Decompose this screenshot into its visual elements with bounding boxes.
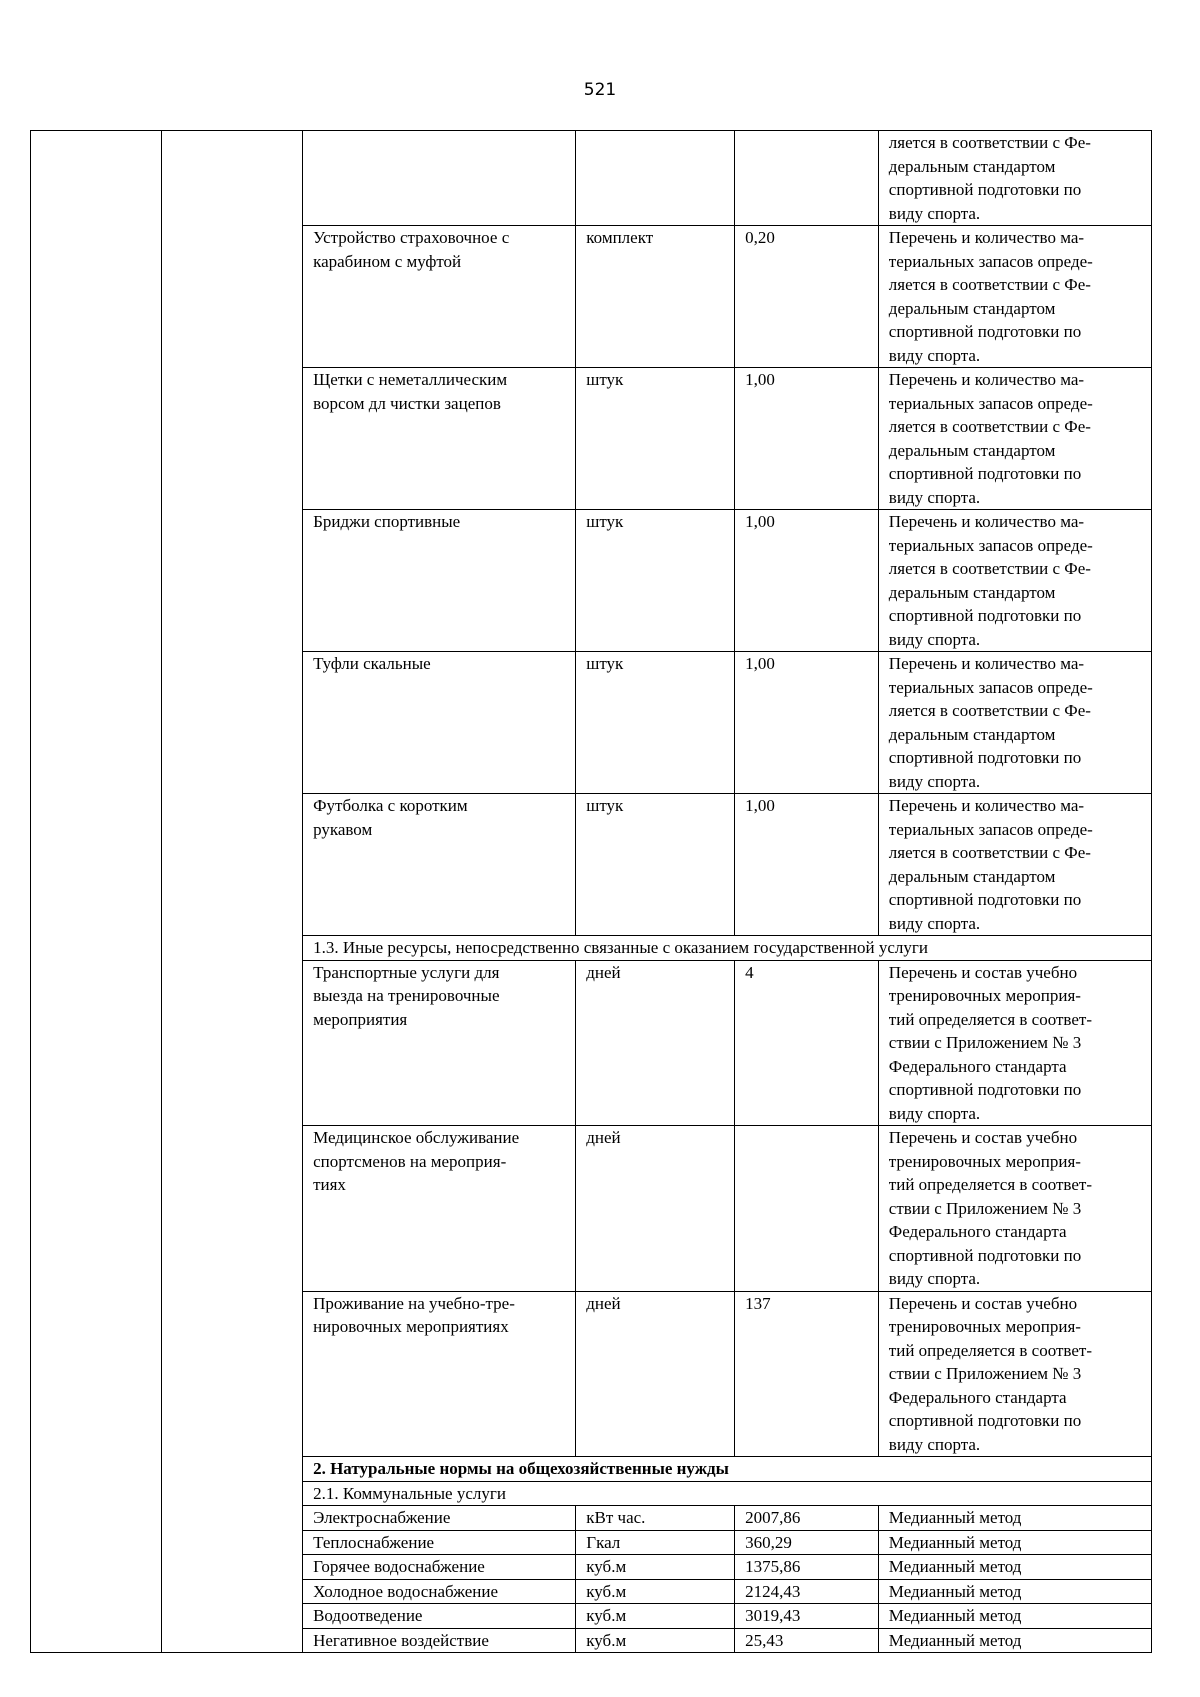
page-number: 521 — [583, 80, 617, 100]
cell-name: Устройство страховочное с карабином с муфтой — [303, 226, 576, 368]
cell-unit: кВт час. — [576, 1506, 735, 1531]
table-row — [31, 131, 1152, 226]
cell-note: Перечень и количество ма- териальных запасов опреде- ляется в соответствии с Фе- деральным стандартом спортивной подготовки по виду спорта. — [878, 652, 1151, 794]
cell-unit: куб.м — [576, 1579, 735, 1604]
cell-unit: штук — [576, 368, 735, 510]
cell-name: Щетки с неметаллическим ворсом дл чистки зацепов — [303, 368, 576, 510]
cell-value: 1,00 — [735, 510, 879, 652]
cell-value: 1,00 — [735, 368, 879, 510]
resources-table-body — [31, 131, 1152, 1653]
cell-name: Транспортные услуги для выезда на тренировочные мероприятия — [303, 960, 576, 1126]
resources-table — [30, 130, 1152, 1653]
cell-unit: дней — [576, 960, 735, 1126]
cell-note: Перечень и состав учебно тренировочных мероприя- тий определяется в соответ- ствии с Приложением № 3 Федерального стандарта спортивной подготовки по виду спорта. — [878, 960, 1151, 1126]
cell-note: Перечень и состав учебно тренировочных мероприя- тий определяется в соответ- ствии с Приложением № 3 Федерального стандарта спортивной подготовки по виду спорта. — [878, 1126, 1151, 1292]
cell-note: Медианный метод — [878, 1579, 1151, 1604]
cell-unit: комплект — [576, 226, 735, 368]
cell-unit — [576, 131, 735, 226]
cell-value: 25,43 — [735, 1628, 879, 1653]
cell-note: Перечень и состав учебно тренировочных мероприя- тий определяется в соответ- ствии с Приложением № 3 Федерального стандарта спортивной подготовки по виду спорта. — [878, 1291, 1151, 1457]
cell-note: Перечень и количество ма- териальных запасов опреде- ляется в соответствии с Фе- деральным стандартом спортивной подготовки по виду спорта. — [878, 368, 1151, 510]
cell-value: 360,29 — [735, 1530, 879, 1555]
cell-note: Перечень и количество ма- териальных запасов опреде- ляется в соответствии с Фе- деральным стандартом спортивной подготовки по виду спорта. — [878, 794, 1151, 936]
cell-name: Футболка с коротким рукавом — [303, 794, 576, 936]
cell-note: Медианный метод — [878, 1530, 1151, 1555]
cell-unit: куб.м — [576, 1604, 735, 1629]
cell-value: 2007,86 — [735, 1506, 879, 1531]
cell-value: 1375,86 — [735, 1555, 879, 1580]
cell-note: Медианный метод — [878, 1506, 1151, 1531]
cell-unit: дней — [576, 1126, 735, 1292]
cell-note: Перечень и количество ма- териальных запасов опреде- ляется в соответствии с Фе- деральным стандартом спортивной подготовки по виду спорта. — [878, 226, 1151, 368]
cell-name: Электроснабжение — [303, 1506, 576, 1531]
cell-value — [735, 1126, 879, 1292]
cell-unit: Гкал — [576, 1530, 735, 1555]
cell-unit: куб.м — [576, 1555, 735, 1580]
cell-name: Проживание на учебно-тре- нировочных мероприятиях — [303, 1291, 576, 1457]
cell-note: Медианный метод — [878, 1628, 1151, 1653]
cell-unit: штук — [576, 510, 735, 652]
cell-value: 137 — [735, 1291, 879, 1457]
section-2-heading: 2. Натуральные нормы на общехозяйственные нужды — [303, 1457, 1152, 1482]
cell-name: Медицинское обслуживание спортсменов на мероприя- тиях — [303, 1126, 576, 1292]
cell-value: 0,20 — [735, 226, 879, 368]
cell-note: Медианный метод — [878, 1555, 1151, 1580]
section-2-1-heading: 2.1. Коммунальные услуги — [303, 1481, 1152, 1506]
cell-name: Горячее водоснабжение — [303, 1555, 576, 1580]
cell-unit: дней — [576, 1291, 735, 1457]
cell-name: Бриджи спортивные — [303, 510, 576, 652]
cell-name: Туфли скальные — [303, 652, 576, 794]
cell-unit: штук — [576, 652, 735, 794]
cell-name — [303, 131, 576, 226]
cell-note: Медианный метод — [878, 1604, 1151, 1629]
cell-note: Перечень и количество ма- териальных запасов опреде- ляется в соответствии с Фе- деральным стандартом спортивной подготовки по виду спорта. — [878, 510, 1151, 652]
cell-value: 4 — [735, 960, 879, 1126]
merged-empty-column-2 — [161, 131, 302, 1653]
cell-value: 2124,43 — [735, 1579, 879, 1604]
merged-empty-column-1 — [31, 131, 162, 1653]
section-1-3-heading: 1.3. Иные ресурсы, непосредственно связанные с оказанием государственной услуги — [303, 936, 1152, 961]
cell-name: Водоотведение — [303, 1604, 576, 1629]
cell-note: ляется в соответствии с Фе- деральным стандартом спортивной подготовки по виду спорта. — [878, 131, 1151, 226]
cell-value: 3019,43 — [735, 1604, 879, 1629]
cell-name: Холодное водоснабжение — [303, 1579, 576, 1604]
cell-value — [735, 131, 879, 226]
cell-unit: куб.м — [576, 1628, 735, 1653]
cell-name: Негативное воздействие — [303, 1628, 576, 1653]
cell-name: Теплоснабжение — [303, 1530, 576, 1555]
cell-unit: штук — [576, 794, 735, 936]
cell-value: 1,00 — [735, 652, 879, 794]
cell-value: 1,00 — [735, 794, 879, 936]
